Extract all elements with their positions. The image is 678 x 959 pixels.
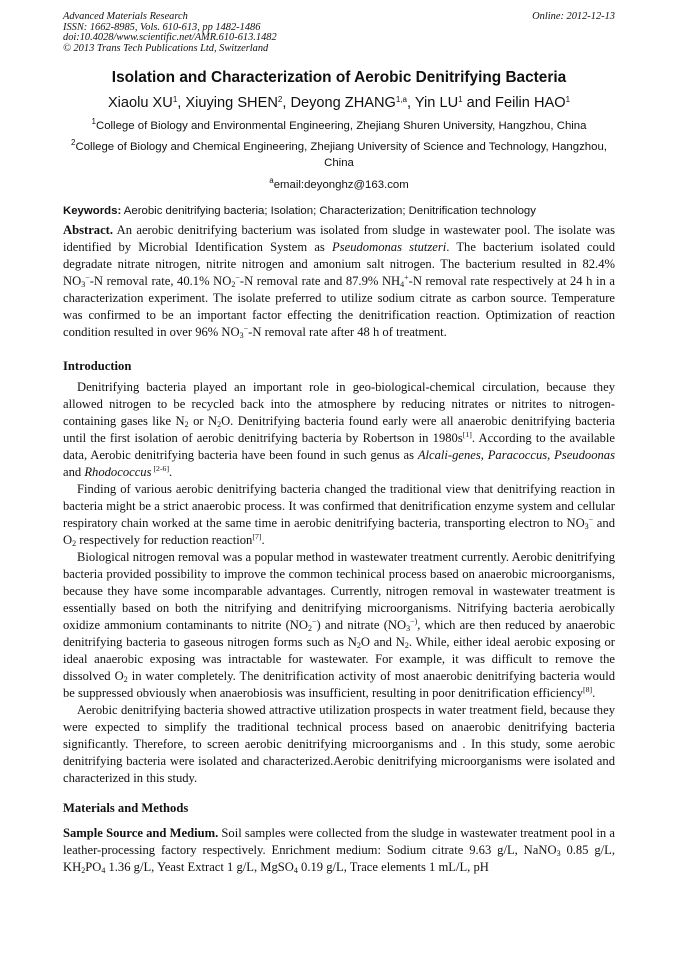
intro-paragraph-4: Aerobic denitrifying bacteria showed attractive utilization prospects in water treatment field, because they were expected to simplify the traditional technical process based on anaerobic denitrifying bacteria significantly. Therefore, to screen aerobic denitrifying microorganisms and . In this study, some aerobic denitrifying bacteria were isolated and characterized.Aerobic denitrifying microorganisms were isolated and characterized in this study. — [63, 703, 615, 786]
keywords — [63, 205, 615, 217]
author-name: Yin LU — [414, 95, 459, 112]
affiliation-2: $^2$College of Biology and Chemical Engineering, Zhejiang University of Science and Technology, Hangzhou, China — [71, 138, 607, 170]
affiliation-1: $^1$College of Biology and Environmental Engineering, Zhejiang Shuren University, Hangzhou, China — [91, 117, 587, 133]
sample-source-label: Sample Source and Medium. — [63, 826, 219, 841]
author-affil-mark: 1 — [458, 95, 463, 105]
author-name: Deyong ZHANG — [290, 95, 396, 112]
introduction-heading: Introduction — [63, 359, 132, 374]
citation: [2-6] — [151, 464, 170, 474]
abstract-label: Abstract. — [63, 223, 114, 238]
keywords-label: Keywords: — [63, 205, 122, 218]
materials-methods-heading: Materials and Methods — [63, 801, 189, 816]
intro-paragraph-2: Finding of various aerobic denitrifying bacteria changed the traditional view that denitrifying reaction in bacteria might be a strict anaerobic process. It was confirmed that denitrification enzyme system and cellular respiratory chain worked at the same time in aerobic denitrifying bacteria, transporting electron to $NO_3^-$ and $O_2$ respectively for reduction reaction[7]. — [63, 482, 615, 549]
doi-line: doi:10.4028/www.scientific.net/AMR.610-613.1482 — [63, 32, 277, 44]
paper-page — [63, 12, 615, 876]
author-affil-mark: 1 — [565, 95, 571, 105]
citation: [8] — [582, 685, 593, 695]
author-name: Feilin HAO — [495, 95, 566, 112]
abstract: Abstract. An aerobic denitrifying bacterium was isolated from sludge in wastewater pool. The isolate was identified by Microbial Identification System as Pseudomonas stutzeri. The bacterium isolated could degradate nitrate nitrogen, nitrite nitrogen and amonium salt nitrogen. The bacterium resulted in 82.4% $NO_3^--N$ removal rate, 40.1% $NO_2^--N$ removal rate and 87.9% $NH_4^+-N$ removal rate respectively at 24 h in a characterization experiment. The isolate preferred to utilize sodium citrate as carbon source. Temperature was confirmed to be an important factor effecting the denitrification reaction. Optimization of reaction condition resulted in over 96% $NO_3^--N$ removal rate after 48 h of treatment. — [63, 223, 615, 341]
author-affil-mark: 2 — [277, 95, 283, 105]
corresponding-email: $^a$email:deyonghz@163.com — [269, 176, 409, 192]
author-list: Xiaolu $XU^1$, Xiuying SHEN$^2$, Deyong ZHANG$^{1,a}$, Yin $LU^1$ and Feilin HAO$^1$ — [107, 95, 571, 112]
author-affil-mark: 1,a — [395, 95, 407, 105]
paper-title: Isolation and Characterization of Aerobic Denitrifying Bacteria — [111, 69, 567, 87]
intro-paragraph-1: Denitrifying bacteria played an important role in geo-biological-chemical circulation, because they allowed nitrogen to be recycled back into the atmosphere by reducing nitrates or nitrites to nitrogen-containing gases like $N_2$ or $N_2O$. Denitrifying bacteria found early were all anaerobic denitrifying bacteria until the first isolation of aerobic denitrifying bacteria by Robertson in 1980s[1]. According to the available data, Aerobic denitrifying bacteria have been found in such genus as Alcali-genes, Paracoccus, Pseudoonas and Rhodococcus [2-6]. — [63, 380, 615, 480]
intro-paragraph-3: Biological nitrogen removal was a popular method in wastewater treatment currently. Aerobic denitrifying bacteria provided possibility to improve the common techinical process based on anaerobic microorganisms, because they have some incomparable advantages. Currently, nitrogen removal in wastewater treatment is essentially based on both the nitrifying and denitrifying microorganisms. Nitrifying bacteria aerobically oxidize ammonium contaminants to nitrite $(NO_2^-)$ and nitrate ($NO_3^{-)}$, which are then reduced by anaerobic denitrifying bacteria to gaseous nitrogen forms such as $N_2O$ and $N_2$. While, either ideal aerobic exposing or ideal anaerobic exposing was intractable for wastewater. For example, it was difficult to remove the dissolved $O_2$ in water completely. The denitrification activity of most anaerobic denitrifying bacteria would be suppressed obviously when anaerobiosis was insufficient, resulting in poor denitrification efficiency[8]. — [63, 550, 616, 701]
copyright-line: © 2013 Trans Tech Publications Ltd, Switzerland — [63, 42, 269, 54]
online-date: Online: 2012-12-13 — [532, 11, 615, 22]
journal-name: Advanced Materials Research — [63, 11, 188, 22]
author-affil-mark: 1 — [172, 95, 178, 105]
author-name: Xiaolu XU — [107, 95, 173, 112]
citation: [1] — [462, 430, 472, 440]
keywords-text: Aerobic denitrifying bacteria; Isolation; Characterization; Denitrification technology — [121, 205, 536, 218]
sample-source-paragraph: Sample Source and Medium. Soil samples were collected from the sludge in wastewater treatment pool in a leather-processing factory respectively. Enrichment medium: Sodium citrate 9.63 g/L, NaNO$_3$ 0.85 g/L, $KH_2PO_4$ 1.36 g/L, Yeast Extract 1 g/L, MgSO$_4$ 0.19 g/L, Trace elements 1 mL/L, pH — [63, 826, 616, 876]
citation: [7] — [252, 532, 262, 542]
issn-line: ISSN: 1662-8985, Vols. 610-613, pp 1482-1486 — [63, 21, 261, 33]
author-name: Xiuying SHEN — [185, 95, 278, 112]
species-name: Pseudomonas stutzeri — [332, 240, 447, 255]
journal-header — [63, 12, 615, 54]
